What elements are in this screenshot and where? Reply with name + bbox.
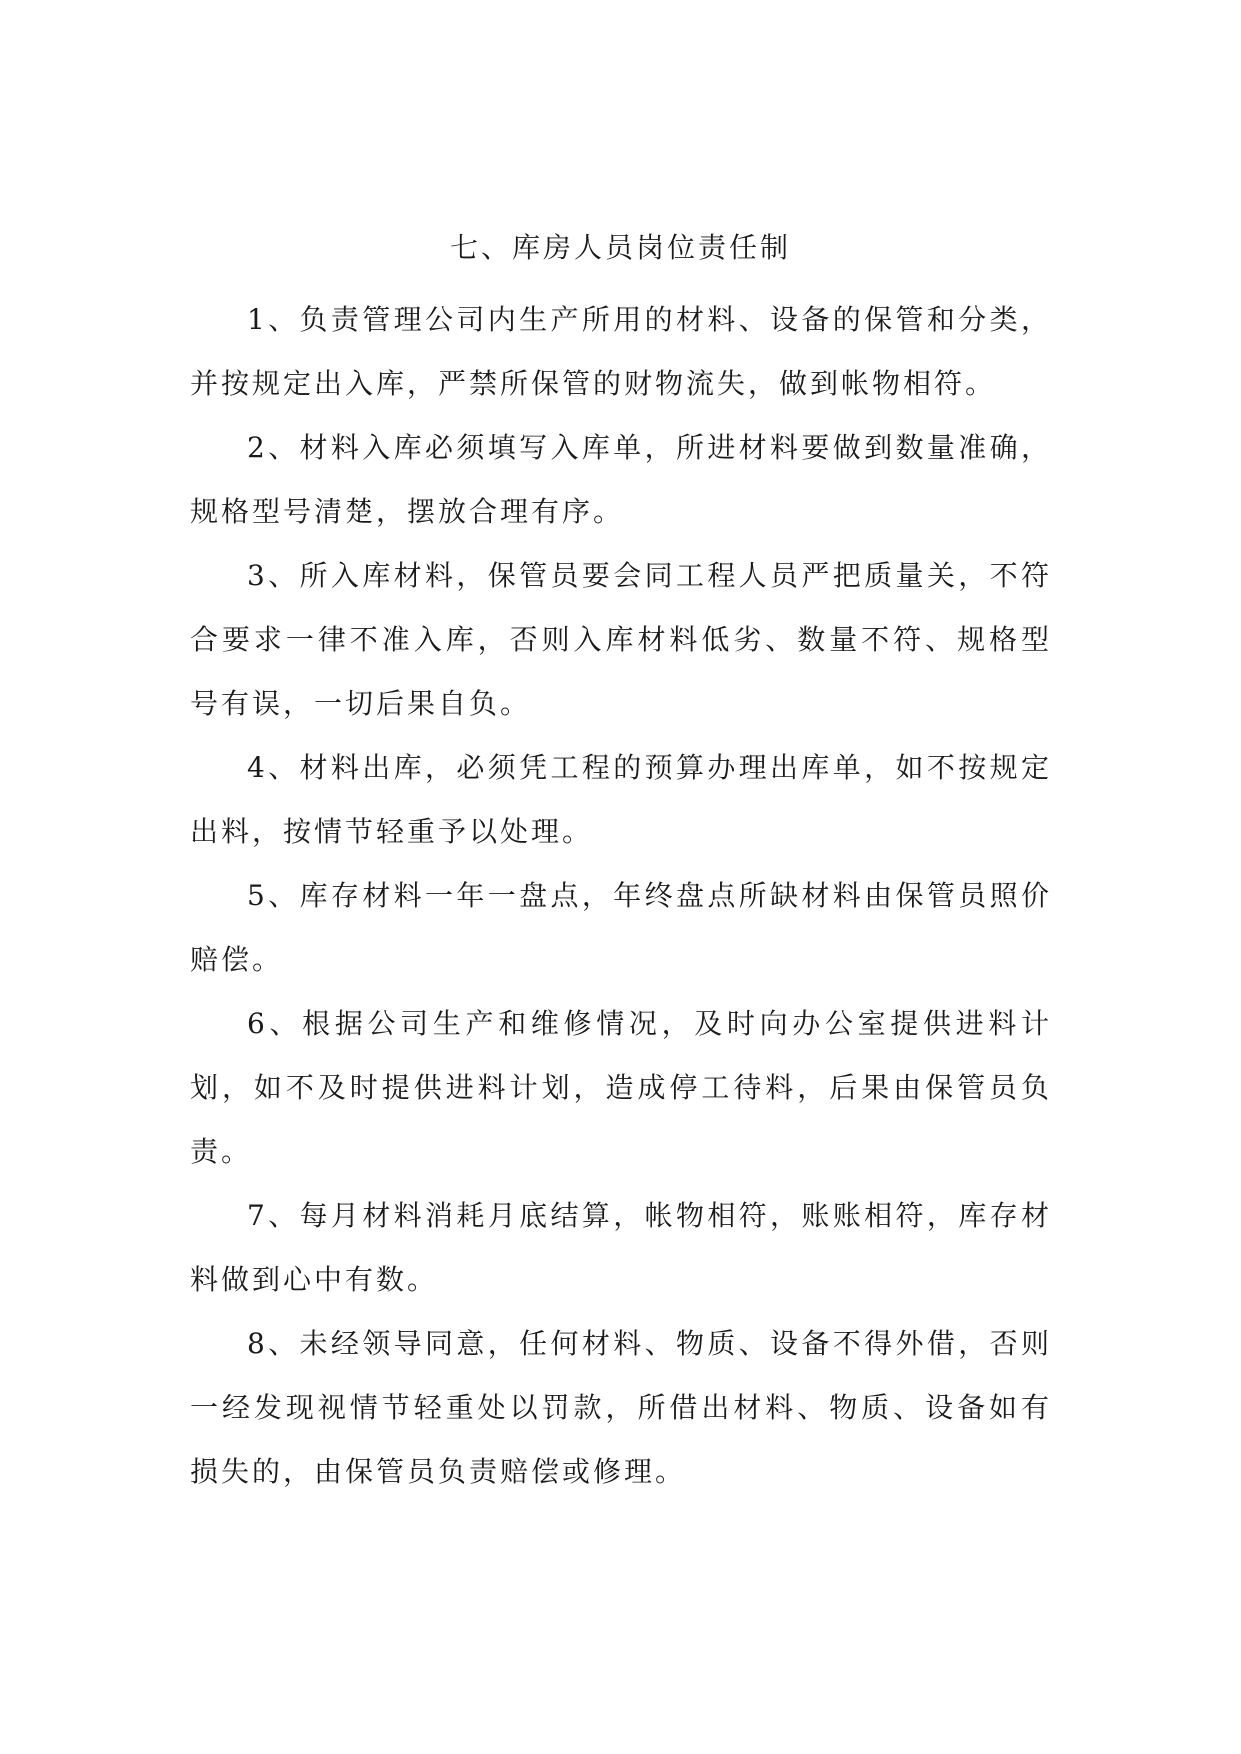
document-title: 七、库房人员岗位责任制 (449, 231, 791, 264)
paragraph-7: 7、每月材料消耗月底结算，帐物相符，账账相符，库存材料做到心中有数。 (190, 1199, 1052, 1296)
paragraph-6: 6、根据公司生产和维修情况，及时向办公室提供进料计划，如不及时提供进料计划，造成停工待料，后果由保管员负责。 (190, 1007, 1052, 1168)
paragraph-3: 3、所入库材料，保管员要会同工程人员严把质量关，不符合要求一律不准入库，否则入库材料低劣、数量不符、规格型号有误，一切后果自负。 (190, 559, 1052, 720)
paragraph-1: 1、负责管理公司内生产所用的材料、设备的保管和分类，并按规定出入库，严禁所保管的财物流失，做到帐物相符。 (190, 303, 1052, 400)
document-body (190, 288, 1052, 1504)
paragraph-2: 2、材料入库必须填写入库单，所进材料要做到数量准确，规格型号清楚，摆放合理有序。 (190, 431, 1052, 528)
paragraph-5: 5、库存材料一年一盘点，年终盘点所缺材料由保管员照价赔偿。 (190, 879, 1052, 976)
paragraph-8: 8、未经领导同意，任何材料、物质、设备不得外借，否则一经发现视情节轻重处以罚款，所借出材料、物质、设备如有损失的，由保管员负责赔偿或修理。 (190, 1327, 1052, 1488)
paragraph-4: 4、材料出库，必须凭工程的预算办理出库单，如不按规定出料，按情节轻重予以处理。 (190, 751, 1052, 848)
